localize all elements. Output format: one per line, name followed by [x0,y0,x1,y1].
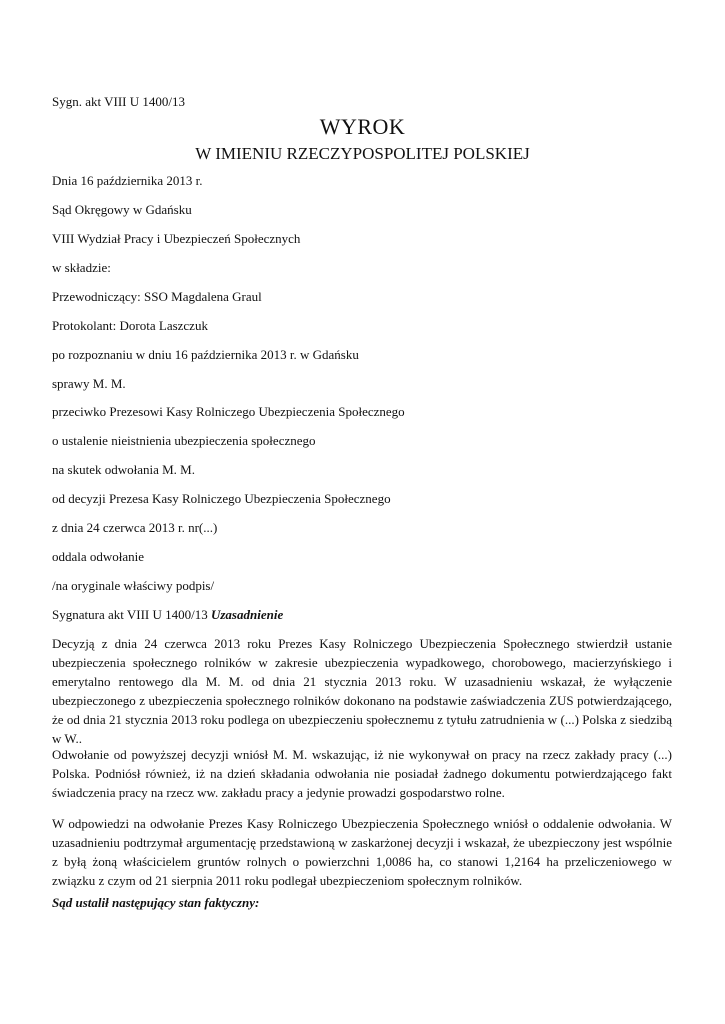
justification-signature: Sygnatura akt VIII U 1400/13 [52,607,211,622]
facts-heading: Sąd ustalił następujący stan faktyczny: [52,895,260,910]
paragraph-decision [52,634,672,748]
court-clerk: Protokolant: Dorota Laszczuk [52,318,208,333]
paragraph-text: W odpowiedzi na odwołanie Prezes Kasy Rolniczego Ubezpieczenia Społecznego wniósł o oddalenie odwołania. W uzasadnieniu podtrzymał argumentację przedstawioną w zaskarżonej decyzji i wskazał, że ubezpieczony jest wspólnie z byłą żoną właścicielem gruntów rolnych o powierzchni 1,0086 ha, co stanowi 1,2164 ha przeliczeniowego w związku z czym od 21 sierpnia 2011 roku podlegał ubezpieczeniom społecznym rolników. [52,816,672,888]
presiding-judge: Przewodniczący: SSO Magdalena Graul [52,289,262,304]
decision-reference: od decyzji Prezesa Kasy Rolniczego Ubezpieczenia Społecznego [52,491,391,506]
composition-label: w składzie: [52,260,111,275]
appeal-basis: na skutek odwołania M. M. [52,462,195,477]
case-signature: Sygn. akt VIII U 1400/13 [52,94,186,109]
paragraph-response [52,814,672,890]
hearing-info: po rozpoznaniu w dniu 16 października 2013 r. w Gdańsku [52,347,359,362]
opposing-party: przeciwko Prezesowi Kasy Rolniczego Ubezpieczenia Społecznego [52,404,405,419]
paragraph-appeal [52,745,672,802]
justification-heading: Uzasadnienie [210,607,284,622]
document-title: WYROK [319,114,406,139]
verdict-date: Dnia 16 października 2013 r. [52,173,203,188]
signature-note: /na oryginale właściwy podpis/ [52,578,215,593]
case-party: sprawy M. M. [52,376,126,391]
paragraph-text: Decyzją z dnia 24 czerwca 2013 roku Prezes Kasy Rolniczego Ubezpieczenia Społecznego stwierdził ustanie ubezpieczenia społecznego rolników w zakresie ubezpieczenia wypadkowego, chorobowego, macierzyńskiego i emerytalno rentowego dla M. M. od dnia 21 stycznia 2013 roku. W uzasadnieniu wskazał, że wyłączenie ubezpieczonego z ubezpieczenia społecznego rolników dokonano na podstawie zaświadczenia ZUS potwierdzającego, że od dnia 21 stycznia 2013 roku podlega on ubezpieczeniu społecznemu z tytułu zatrudnienia w (...) Polska z siedzibą w W.. [52,636,672,746]
decision-date: z dnia 24 czerwca 2013 r. nr(...) [52,520,218,535]
court-name: Sąd Okręgowy w Gdańsku [52,202,192,217]
court-division: VIII Wydział Pracy i Ubezpieczeń Społecznych [52,231,301,246]
verdict-ruling: oddala odwołanie [52,549,145,564]
document-subtitle: W IMIENIU RZECZYPOSPOLITEJ POLSKIEJ [195,144,530,163]
justification-header [52,607,283,623]
case-subject: o ustalenie nieistnienia ubezpieczenia społecznego [52,433,316,448]
paragraph-text: Odwołanie od powyższej decyzji wniósł M. M. wskazując, iż nie wykonywał on pracy na rzecz zakłady pracy (...) Polska. Podniósł również, iż na dzień składania odwołania nie posiadał żadnego dokumentu potwierdzającego fakt świadczenia pracy na rzecz ww. zakładu pracy a jedynie prowadzi gospodarstwo rolne. [52,747,672,800]
